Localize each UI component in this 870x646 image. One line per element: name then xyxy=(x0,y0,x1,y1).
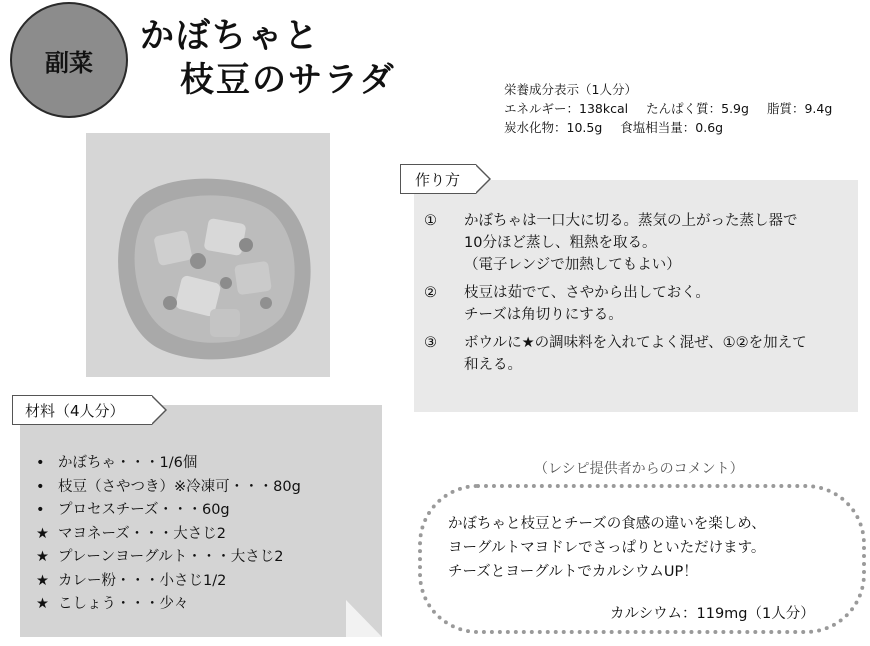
nutrition-carbs: 炭水化物：10.5g xyxy=(504,120,603,135)
ingredient-text: かぼちゃ・・・1/6個 xyxy=(58,455,198,471)
method-step xyxy=(424,332,864,376)
ingredient-item xyxy=(36,452,301,476)
ingredient-text: こしょう・・・少々 xyxy=(58,596,189,612)
category-badge xyxy=(10,2,128,118)
ingredient-text: プレーンヨーグルト・・・大さじ2 xyxy=(58,549,284,565)
nutrition-fat: 脂質：9.4g xyxy=(766,101,833,116)
ingredients-heading: 材料（4人分） xyxy=(25,401,125,420)
ingredient-item xyxy=(36,523,301,547)
method-step xyxy=(424,282,864,326)
ingredient-mark: ★ xyxy=(36,596,49,612)
nutrition-heading: 栄養成分表示（1人分） xyxy=(504,82,637,97)
ingredient-mark: • xyxy=(36,478,45,495)
ingredients-heading-tab xyxy=(12,395,152,425)
ingredients-tab-arrow-fill xyxy=(152,397,165,423)
ingredient-item xyxy=(36,570,301,594)
method-heading: 作り方 xyxy=(415,170,461,189)
step-line: 和える。 xyxy=(464,357,522,373)
method-tab-arrow-fill xyxy=(476,166,489,192)
ingredient-mark: • xyxy=(36,455,45,471)
ingredient-text: マヨネーズ・・・大さじ2 xyxy=(58,525,226,542)
ingredient-mark: ★ xyxy=(36,572,49,589)
method-step xyxy=(424,210,864,276)
comment-line: ヨーグルトマヨドレでさっぱりといただけます。 xyxy=(448,540,766,556)
title-line-1: かぼちゃと xyxy=(140,16,320,56)
ingredient-text: 枝豆（さやつき）※冷凍可・・・80g xyxy=(58,478,301,495)
ingredient-item xyxy=(36,476,301,500)
page-fold-corner xyxy=(346,600,382,637)
ingredient-text: プロセスチーズ・・・60g xyxy=(58,502,230,518)
category-label: 副菜 xyxy=(45,48,93,77)
method-heading-tab xyxy=(400,164,476,194)
comment-heading: （レシピ提供者からのコメント） xyxy=(534,461,744,477)
comment-line: かぼちゃと枝豆とチーズの食感の違いを楽しめ、 xyxy=(448,516,766,532)
step-line: 10分ほど蒸し、粗熱を取る。 xyxy=(464,235,657,251)
ingredients-list xyxy=(36,452,301,617)
step-number: ① xyxy=(424,213,437,229)
ingredient-mark: ★ xyxy=(36,525,49,542)
method-steps xyxy=(424,210,864,382)
step-line: チーズは角切りにする。 xyxy=(464,307,623,323)
nutrition-energy: エネルギー：138kcal xyxy=(504,101,629,116)
step-line: 枝豆は茹でて、さやから出しておく。 xyxy=(464,285,710,301)
step-line: かぼちゃは一口大に切る。蒸気の上がった蒸し器で xyxy=(464,213,798,229)
step-number: ③ xyxy=(424,335,437,351)
comment-text xyxy=(448,512,766,584)
nutrition-salt: 食塩相当量：0.6g xyxy=(620,120,724,135)
title-line-2: 枝豆のサラダ xyxy=(180,60,396,100)
salad-photo-icon xyxy=(86,133,330,377)
ingredient-mark: • xyxy=(36,502,45,518)
ingredient-mark: ★ xyxy=(36,549,49,565)
ingredient-text: カレー粉・・・小さじ1/2 xyxy=(58,572,227,589)
nutrition-protein: たんぱく質：5.9g xyxy=(646,101,749,116)
recipe-title xyxy=(140,14,396,102)
ingredient-item xyxy=(36,499,301,523)
step-line: （電子レンジで加熱してもよい） xyxy=(464,257,681,273)
salad-photo xyxy=(86,133,330,377)
step-line: ボウルに★の調味料を入れてよく混ぜ、①②を加えて xyxy=(464,335,807,351)
comment-line: チーズとヨーグルトでカルシウムUP！ xyxy=(448,564,698,580)
ingredient-item xyxy=(36,546,301,570)
step-number: ② xyxy=(424,285,437,301)
ingredient-item xyxy=(36,593,301,617)
nutrition-facts xyxy=(504,80,832,137)
calcium-info: カルシウム：119mg（1人分） xyxy=(610,606,815,622)
